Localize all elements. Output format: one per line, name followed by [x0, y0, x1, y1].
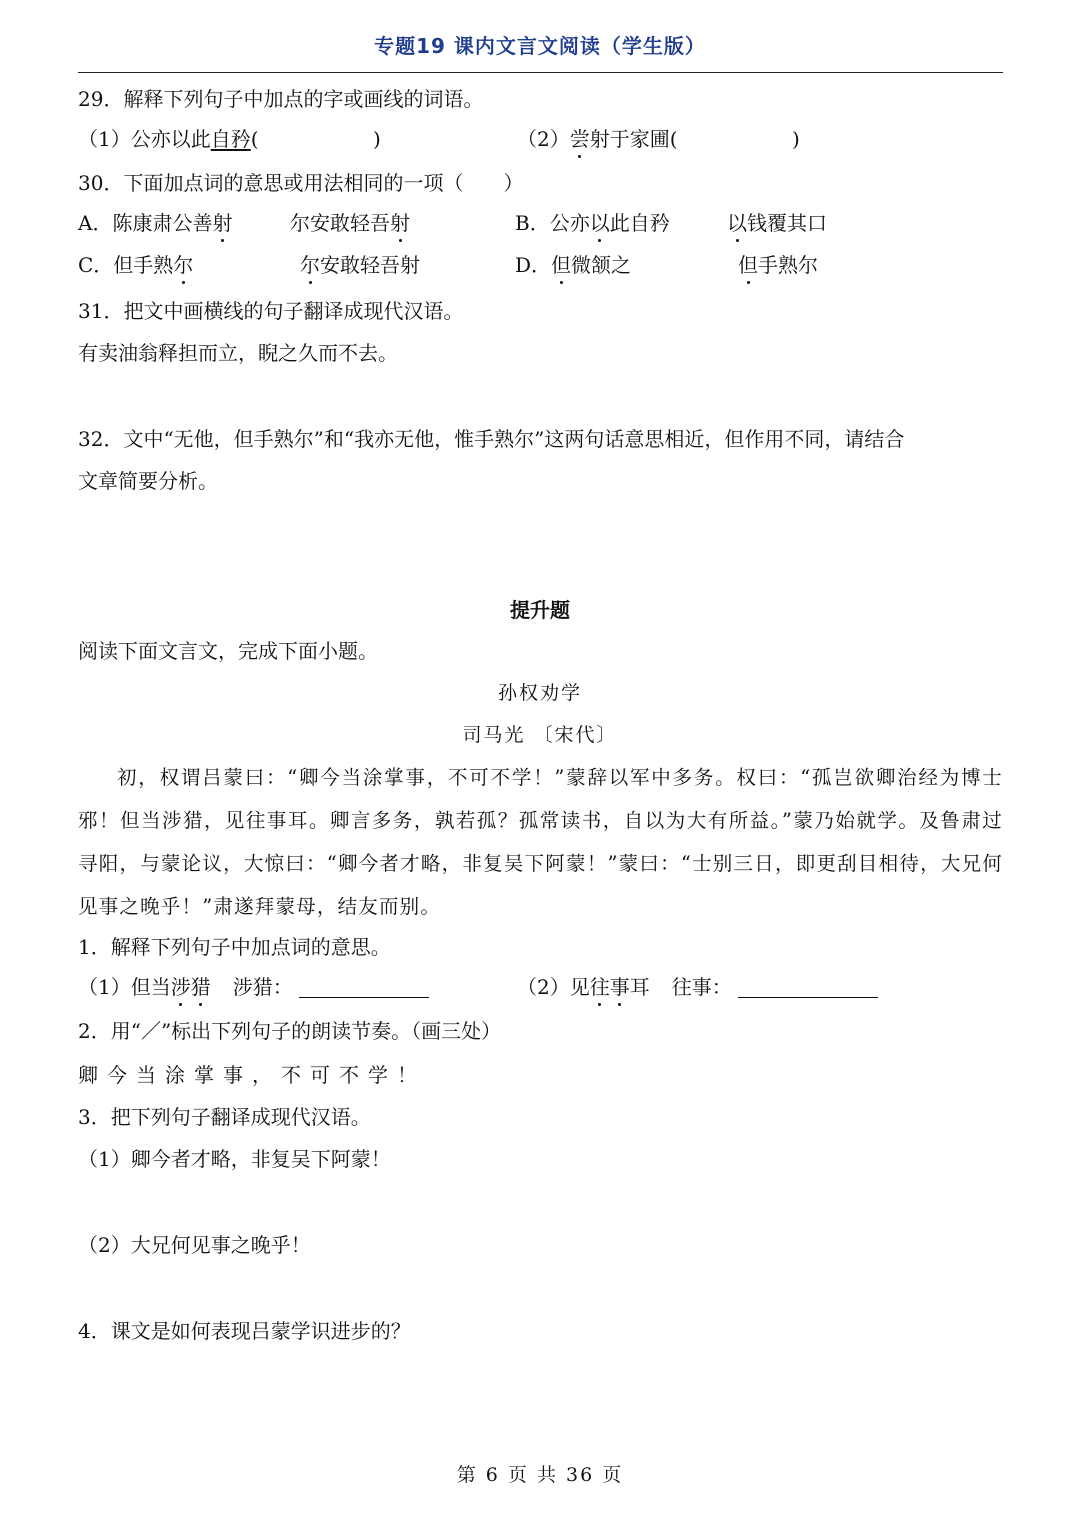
- s1-item1: [78, 972, 429, 1002]
- passage-text: 初，权谓吕蒙曰：“卿今当涂掌事，不可不学！”蒙辞以军中多务。权曰：“孤岂欲卿治经为博士邪！但当涉猎，见往事耳。卿言多务，孰若孤？孤常读书，自以为大有所益。”蒙乃始就学。及鲁肃过寻阳，与蒙论议，大惊曰：“卿今者才略，非复吴下阿蒙！”蒙曰：“士别三日，即更刮目相待，大兄何见事之晚乎！”肃遂拜蒙母，结友而别。: [78, 766, 1003, 918]
- page-footer: 第 6 页 共 36 页: [456, 1464, 624, 1486]
- q29-item1: [78, 124, 381, 154]
- q29-item2-blank[interactable]: ( ): [669, 127, 800, 151]
- q30-option-a[interactable]: [78, 208, 232, 238]
- s1-item2-dotted-2: 事: [610, 972, 630, 1002]
- q31-sentence: 有卖油翁释担而立，睨之久而不去。: [78, 341, 398, 365]
- q30-c-label: C．但手熟: [78, 253, 174, 277]
- q30-d-rest: 微颔之: [571, 253, 632, 277]
- q30-a-second-prefix: 尔安敢轻吾: [290, 211, 390, 235]
- s1-item1-dotted-2: 猎: [191, 972, 211, 1002]
- s1-item2-rest: 耳: [629, 975, 650, 999]
- s1-item1-answer-blank[interactable]: [299, 975, 429, 998]
- q30-a-second-dotted: 射: [390, 208, 410, 238]
- s1-item1-prefix: （1）但当: [78, 975, 171, 999]
- q29-item1-blank[interactable]: ( ): [250, 127, 381, 151]
- q32-stem-line2: 文章简要分析。: [78, 469, 218, 493]
- header-rule: [78, 72, 1003, 73]
- q29-item2-prefix: （2）: [517, 127, 570, 151]
- passage-author: 司马光 〔宋代〕: [462, 724, 618, 746]
- s2-sentence: 卿今当涂掌事，不可不学！: [78, 1063, 426, 1087]
- section-title: 提升题: [510, 598, 570, 622]
- q32-stem-line1: 32．文中“无他，但手熟尔”和“我亦无他，惟手熟尔”这两句话意思相近，但作用不同，请结合: [78, 427, 905, 451]
- q30-c-second-dotted: 尔: [300, 250, 320, 280]
- q30-c-dotted: 尔: [173, 250, 193, 280]
- q30-d-label: D．: [515, 253, 552, 277]
- passage-body: [78, 756, 1003, 928]
- q29-item1-underlined: 自矜: [210, 127, 251, 151]
- q30-stem: 30．下面加点词的意思或用法相同的一项（ ）: [78, 171, 524, 195]
- q30-option-a-second: [290, 208, 410, 238]
- page-header-title: 专题19 课内文言文阅读（学生版）: [374, 34, 706, 58]
- q30-option-b[interactable]: [515, 208, 670, 238]
- q30-option-b-second: [727, 208, 827, 238]
- s1-item1-dotted-1: 涉: [171, 972, 191, 1002]
- q30-a-dotted: 射: [212, 208, 232, 238]
- s1-item2: [517, 972, 878, 1002]
- q30-b-label: B．公亦: [515, 211, 590, 235]
- q30-option-c[interactable]: [78, 250, 193, 280]
- q30-d-second-rest: 手熟尔: [758, 253, 818, 277]
- s3-stem: 3．把下列句子翻译成现代汉语。: [78, 1105, 371, 1129]
- q31-stem: 31．把文中画横线的句子翻译成现代汉语。: [78, 299, 464, 323]
- s1-stem: 1．解释下列句子中加点词的意思。: [78, 935, 391, 959]
- s1-item2-label: 往事：: [671, 975, 732, 999]
- s4-stem: 4．课文是如何表现吕蒙学识进步的？: [78, 1319, 411, 1343]
- q29-item2-dotted: 尝: [570, 124, 590, 154]
- q30-b-dotted: 以: [590, 208, 610, 238]
- passage-title: 孙权劝学: [497, 682, 582, 704]
- q30-d-second-dotted: 但: [738, 250, 758, 280]
- q30-c-second-rest: 安敢轻吾射: [320, 253, 420, 277]
- q30-b-second-rest: 钱覆其口: [747, 211, 827, 235]
- q30-b-rest: 此自矜: [609, 211, 670, 235]
- s1-item1-label: 涉猎：: [232, 975, 293, 999]
- q30-b-second-dotted: 以: [727, 208, 747, 238]
- s3-item1: （1）卿今者才略，非复吴下阿蒙！: [78, 1147, 391, 1171]
- q29-item2-rest: 射于家圃: [589, 127, 670, 151]
- q30-option-d[interactable]: [515, 250, 631, 280]
- q29-item2: [517, 124, 800, 154]
- q29-item1-prefix: （1）公亦以此: [78, 127, 211, 151]
- q29-stem: 29．解释下列句子中加点的字或画线的词语。: [78, 87, 484, 111]
- section-instruction: 阅读下面文言文，完成下面小题。: [78, 639, 378, 663]
- q30-option-d-second: [738, 250, 818, 280]
- q30-option-c-second: [300, 250, 420, 280]
- s1-item2-prefix: （2）见: [517, 975, 590, 999]
- s1-item2-dotted-1: 往: [590, 972, 610, 1002]
- q30-d-dotted: 但: [551, 250, 571, 280]
- s2-stem: 2．用“／”标出下列句子的朗读节奏。（画三处）: [78, 1019, 502, 1043]
- q30-a-label: A．陈康肃公善: [78, 211, 213, 235]
- s1-item2-answer-blank[interactable]: [738, 975, 878, 998]
- s3-item2: （2）大兄何见事之晚乎！: [78, 1233, 311, 1257]
